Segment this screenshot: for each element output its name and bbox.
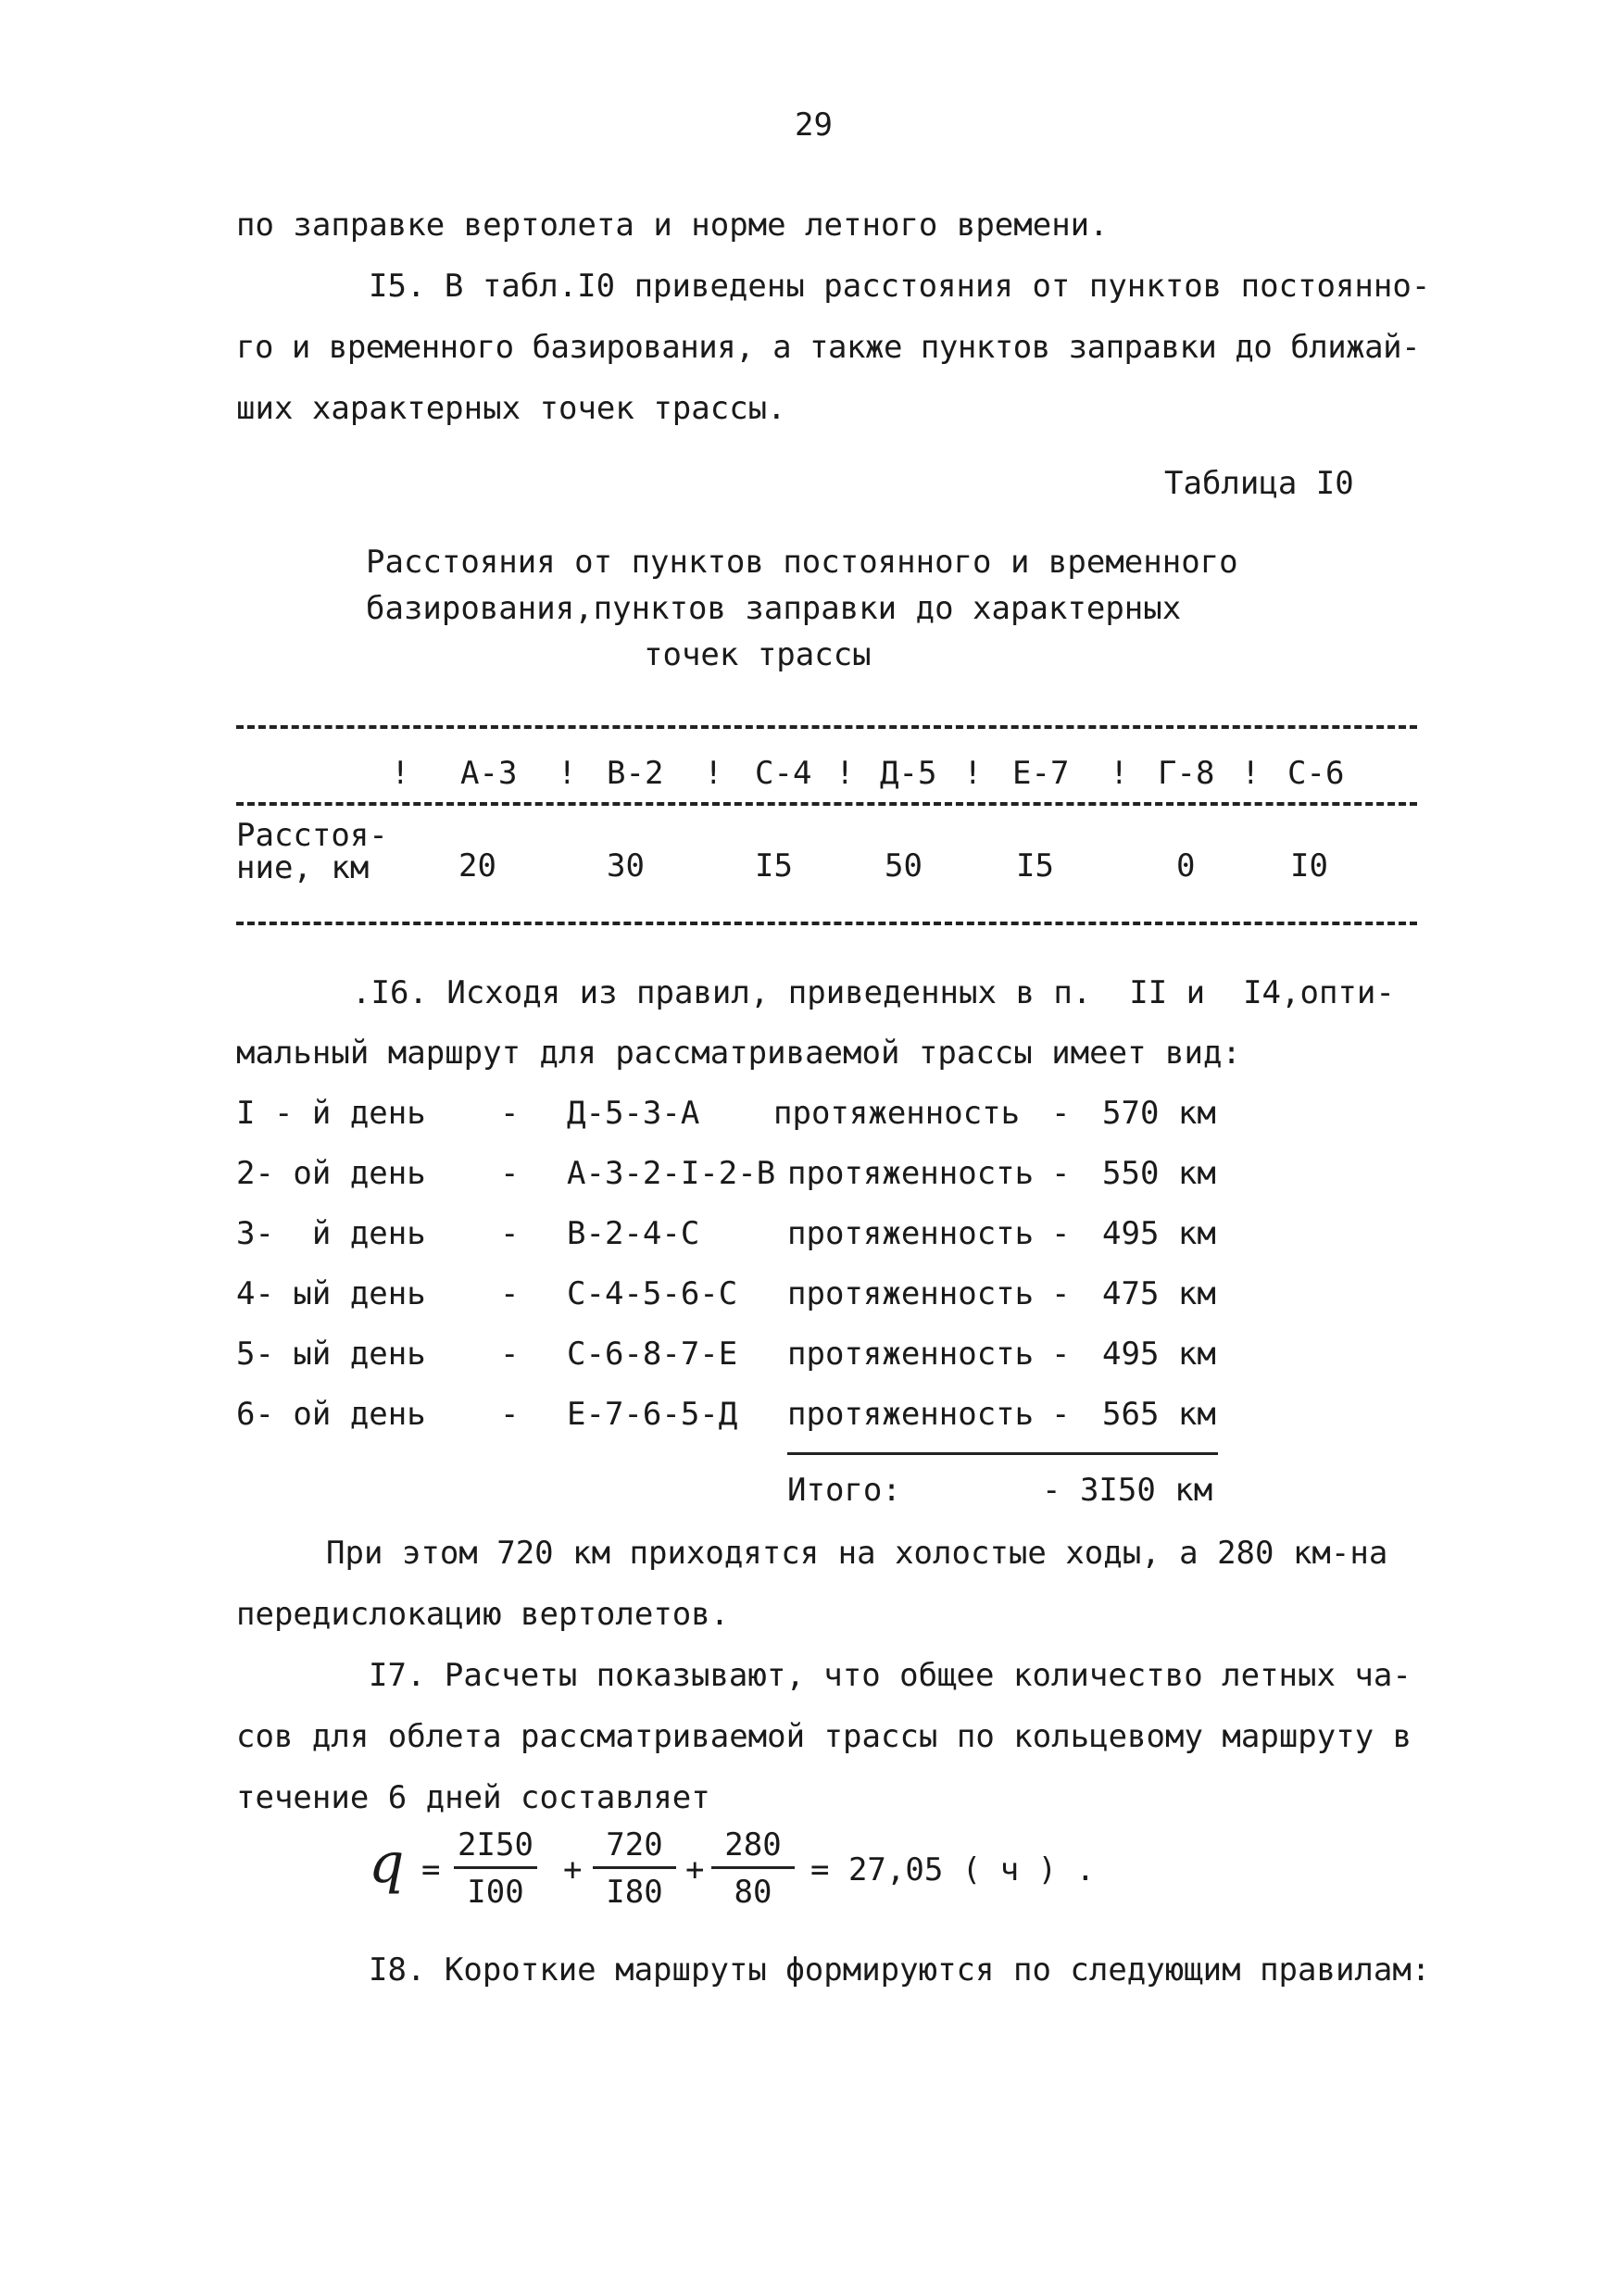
route-dash: -	[1051, 1396, 1071, 1433]
column-separator: !	[558, 755, 577, 792]
fraction-denominator: 80	[734, 1874, 772, 1911]
route-dash: -	[1051, 1095, 1071, 1132]
table-title-line: Расстояния от пунктов постоянного и временного	[366, 544, 1238, 581]
table-cell: I5	[1016, 847, 1054, 885]
paragraph-line: ших характерных точек трассы.	[236, 390, 786, 427]
paragraph-line: течение 6 дней составляет	[236, 1779, 710, 1816]
route-day: 5- ый день	[236, 1336, 426, 1373]
table-col-head: С-4	[755, 755, 812, 792]
paragraph-line: по заправке вертолета и норме летного времени.	[236, 207, 1109, 244]
fraction	[711, 1826, 795, 1911]
route-dash: -	[500, 1336, 520, 1373]
route-dash: -	[500, 1396, 520, 1433]
table-row-label: ние, км	[236, 849, 370, 886]
fraction-numerator: 280	[711, 1829, 795, 1869]
paragraph-line: сов для облета рассматриваемой трассы по кольцевому маршруту в	[236, 1718, 1412, 1755]
route-path: В-2-4-С	[567, 1215, 700, 1252]
table-cell: I0	[1290, 847, 1328, 885]
route-day: I - й день	[236, 1095, 426, 1132]
route-length-label: протяженность	[773, 1095, 1021, 1132]
table-cell: 0	[1176, 847, 1196, 885]
route-length: 495 км	[1102, 1336, 1216, 1373]
table-cell: 20	[458, 847, 496, 885]
route-dash: -	[1051, 1215, 1071, 1252]
fraction	[593, 1826, 676, 1911]
paragraph-line: го и временного базирования, а также пунктов заправки до ближай-	[236, 329, 1421, 366]
paragraph-line: I8. Короткие маршруты формируются по следующим правилам:	[369, 1951, 1431, 1989]
table-rule-bottom	[236, 922, 1417, 925]
route-path: С-6-8-7-Е	[567, 1336, 738, 1373]
route-length: 550 км	[1102, 1155, 1216, 1192]
table-cell: I5	[755, 847, 793, 885]
route-dash: -	[1051, 1155, 1071, 1192]
table-title-line: точек трассы	[644, 636, 872, 673]
total-rule	[787, 1452, 1218, 1455]
table-label: Таблица I0	[1164, 465, 1354, 502]
route-length-label: протяженность	[787, 1396, 1035, 1433]
paragraph-line: I7. Расчеты показывают, что общее количество летных ча-	[369, 1657, 1412, 1694]
column-separator: !	[391, 755, 410, 792]
route-day: 3- й день	[236, 1215, 426, 1252]
formula-equals: =	[421, 1851, 441, 1888]
route-path: А-3-2-I-2-В	[567, 1155, 776, 1192]
column-separator: !	[1110, 755, 1129, 792]
route-day: 4- ый день	[236, 1275, 426, 1312]
table-rule-top	[236, 725, 1417, 729]
total-value: - 3I50 км	[1042, 1472, 1213, 1509]
column-separator: !	[963, 755, 983, 792]
route-length-label: протяженность	[787, 1155, 1035, 1192]
fraction-denominator: I80	[606, 1874, 663, 1911]
fraction-denominator: I00	[467, 1874, 524, 1911]
table-col-head: А-3	[460, 755, 518, 792]
table-row-label: Расстоя-	[236, 817, 388, 854]
paragraph-line: .I6. Исходя из правил, приведенных в п. II и I4,опти-	[352, 974, 1395, 1011]
table-col-head: С-6	[1287, 755, 1345, 792]
paragraph-line: При этом 720 км приходятся на холостые ходы, а 280 км-на	[326, 1535, 1388, 1572]
route-day: 2- ой день	[236, 1155, 426, 1192]
table-col-head: Д-5	[880, 755, 937, 792]
formula-symbol: q	[369, 1831, 405, 1896]
route-path: Е-7-6-5-Д	[567, 1396, 738, 1433]
paragraph-line: мальный маршрут для рассматриваемой трассы имеет вид:	[236, 1035, 1241, 1072]
route-dash: -	[1051, 1275, 1071, 1312]
route-dash: -	[1051, 1336, 1071, 1373]
route-length: 565 км	[1102, 1396, 1216, 1433]
fraction	[454, 1826, 537, 1911]
route-length: 570 км	[1102, 1095, 1216, 1132]
table-cell: 50	[885, 847, 922, 885]
route-path: Д-5-3-А	[567, 1095, 700, 1132]
formula-result: = 27,05 ( ч ) .	[810, 1851, 1096, 1888]
table-cell: 30	[607, 847, 645, 885]
route-dash: -	[500, 1215, 520, 1252]
column-separator: !	[1241, 755, 1261, 792]
table-title-line: базирования,пунктов заправки до характерных	[366, 590, 1182, 627]
formula-plus: +	[685, 1851, 705, 1888]
table-rule-mid	[236, 802, 1417, 806]
route-dash: -	[500, 1275, 520, 1312]
route-dash: -	[500, 1155, 520, 1192]
formula-plus: +	[563, 1851, 583, 1888]
column-separator: !	[835, 755, 855, 792]
page-number: 29	[795, 107, 833, 144]
paragraph-line: I5. В табл.I0 приведены расстояния от пунктов постоянно-	[369, 268, 1431, 305]
fraction-numerator: 2I50	[454, 1829, 537, 1869]
table-col-head: Е-7	[1012, 755, 1070, 792]
total-label: Итого:	[787, 1472, 901, 1509]
paragraph-line: передислокацию вертолетов.	[236, 1596, 730, 1633]
route-length-label: протяженность	[787, 1215, 1035, 1252]
fraction-numerator: 720	[593, 1829, 676, 1869]
route-length: 475 км	[1102, 1275, 1216, 1312]
column-separator: !	[704, 755, 723, 792]
table-col-head: В-2	[607, 755, 664, 792]
route-length-label: протяженность	[787, 1336, 1035, 1373]
route-length-label: протяженность	[787, 1275, 1035, 1312]
route-dash: -	[500, 1095, 520, 1132]
route-path: С-4-5-6-С	[567, 1275, 738, 1312]
table-col-head: Г-8	[1158, 755, 1215, 792]
route-day: 6- ой день	[236, 1396, 426, 1433]
route-length: 495 км	[1102, 1215, 1216, 1252]
